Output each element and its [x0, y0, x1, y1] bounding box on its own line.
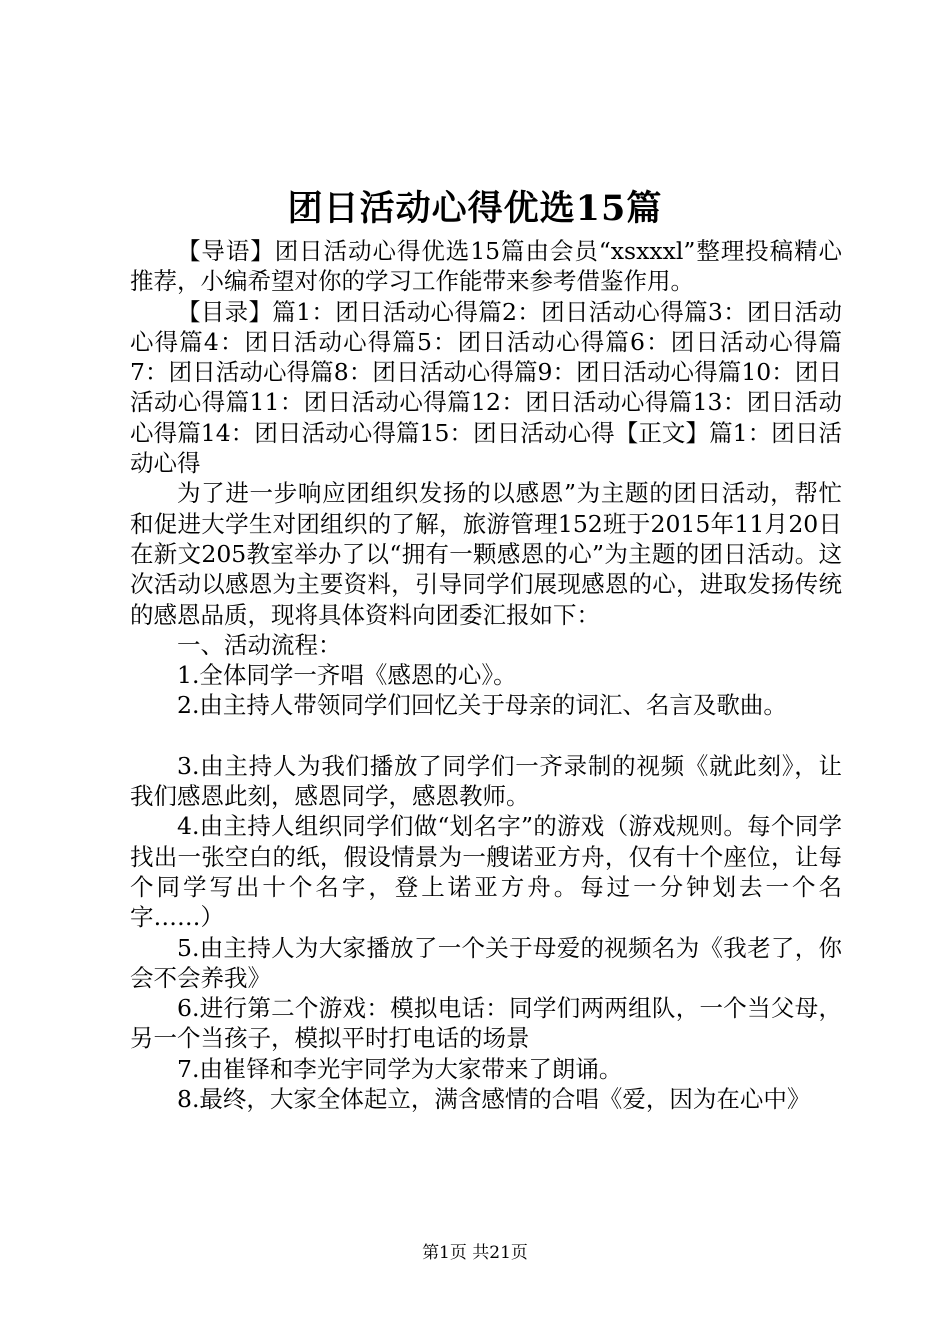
body-paragraph: 为了进一步响应团组织发扬的以感恩”为主题的团日活动，帮忙和促进大学生对团组织的了解，旅游管理152班于2015年11月20日在新文205教室举办了以“拥有一颗感恩的心”为主题的团日活动。这次活动以感恩为主要资料，引导同学们展现感恩的心，进取发扬传统的感恩品质，现将具体资料向团委汇报如下：: [130, 479, 842, 629]
section-heading: 一、活动流程：: [177, 630, 342, 659]
page-footer: 第1页 共21页: [422, 1243, 528, 1263]
list-item: 7.由崔铎和李光宇同学为大家带来了朗诵。: [177, 1054, 623, 1083]
list-item: 3.由主持人为我们播放了同学们一齐录制的视频《就此刻》，让我们感恩此刻，感恩同学，感恩教师。: [130, 751, 842, 811]
list-item: 5.由主持人为大家播放了一个关于母爱的视频名为《我老了，你会不会养我》: [130, 933, 842, 992]
document-body: [130, 236, 842, 1114]
intro-paragraph: 【导语】团日活动心得优选15篇由会员“xsxxxl”整理投稿精心推荐，小编希望对你的学习工作能带来参考借鉴作用。: [130, 237, 842, 296]
document-title: 团日活动心得优选15篇: [287, 188, 663, 229]
list-item: 1.全体同学一齐唱《感恩的心》。: [177, 661, 517, 690]
toc-paragraph: 【目录】篇1：团日活动心得篇2：团日活动心得篇3：团日活动心得篇4：团日活动心得篇5：团日活动心得篇6：团日活动心得篇7：团日活动心得篇8：团日活动心得篇9：团日活动心得篇10：团日活动心得篇11：团日活动心得篇12：团日活动心得篇13：团日活动心得篇14：团日活动心得篇15：团日活动心得【正文】篇1：团日活动心得: [130, 297, 842, 478]
list-item: 2.由主持人带领同学们回忆关于母亲的词汇、名言及歌曲。: [177, 691, 787, 720]
list-item: 4.由主持人组织同学们做“划名字”的游戏（游戏规则。每个同学找出一张空白的纸，假设情景为一艘诺亚方舟，仅有十个座位，让每个同学写出十个名字，登上诺亚方舟。每过一分钟划去一个名字……）: [130, 812, 842, 932]
list-item: 8.最终，大家全体起立，满含感情的合唱《爱，因为在心中》: [177, 1085, 811, 1114]
list-item: 6.进行第二个游戏：模拟电话：同学们两两组队，一个当父母，另一个当孩子，模拟平时打电话的场景: [130, 994, 842, 1053]
